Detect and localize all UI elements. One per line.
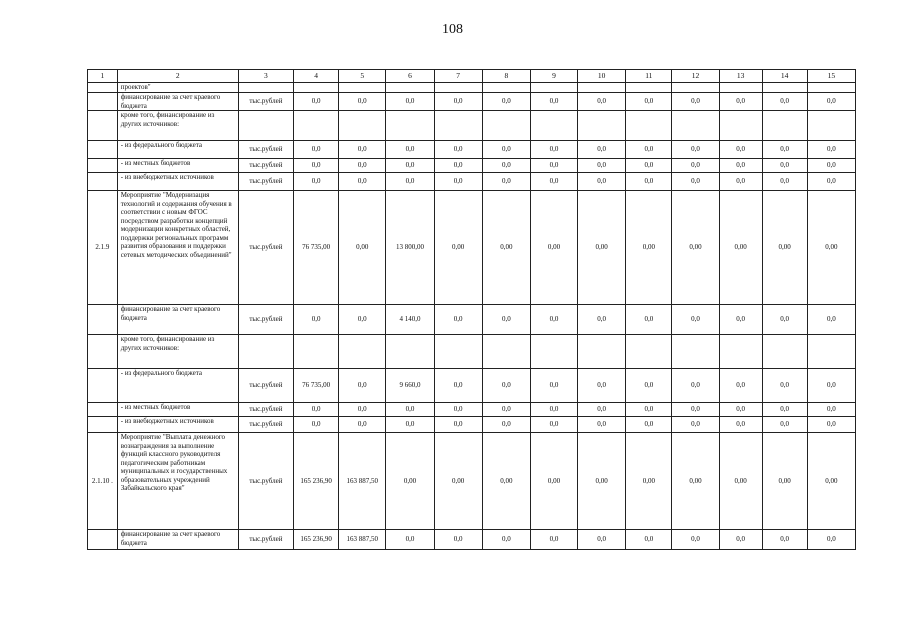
value-cell: 0,00 — [719, 433, 762, 530]
value-cell: 0,0 — [434, 159, 482, 173]
row-unit: тыс.рублей — [238, 159, 293, 173]
value-cell — [578, 335, 626, 369]
value-cell: 0,0 — [626, 93, 672, 111]
value-cell: 0,0 — [339, 417, 386, 433]
value-cell — [530, 83, 577, 93]
value-cell: 0,0 — [294, 403, 339, 417]
value-cell: 0,0 — [339, 173, 386, 191]
value-cell: 0,0 — [482, 159, 530, 173]
value-cell: 0,0 — [672, 530, 719, 550]
value-cell: 0,0 — [294, 141, 339, 159]
value-cell: 0,0 — [762, 369, 807, 403]
value-cell — [626, 111, 672, 141]
page-number: 108 — [442, 22, 463, 37]
header-cell: 7 — [434, 70, 482, 83]
row-number — [88, 141, 118, 159]
value-cell: 0,0 — [672, 305, 719, 335]
value-cell: 0,0 — [294, 305, 339, 335]
row-number — [88, 417, 118, 433]
value-cell: 0,0 — [807, 417, 855, 433]
value-cell: 0,0 — [530, 93, 577, 111]
value-cell: 0,0 — [762, 159, 807, 173]
value-cell: 0,0 — [807, 369, 855, 403]
value-cell: 0,0 — [339, 141, 386, 159]
value-cell: 0,0 — [719, 141, 762, 159]
value-cell: 0,0 — [339, 159, 386, 173]
value-cell: 0,00 — [530, 191, 577, 305]
value-cell: 0,0 — [719, 369, 762, 403]
value-cell: 0,00 — [672, 191, 719, 305]
row-number — [88, 369, 118, 403]
value-cell: 0,0 — [578, 159, 626, 173]
table-row — [88, 159, 856, 173]
value-cell — [339, 83, 386, 93]
value-cell: 0,0 — [434, 403, 482, 417]
value-cell: 0,00 — [626, 191, 672, 305]
value-cell: 0,0 — [386, 141, 434, 159]
value-cell: 0,00 — [626, 433, 672, 530]
row-unit: тыс.рублей — [238, 417, 293, 433]
value-cell: 0,0 — [530, 141, 577, 159]
value-cell: 13 800,00 — [386, 191, 434, 305]
value-cell — [719, 83, 762, 93]
value-cell: 0,0 — [294, 417, 339, 433]
value-cell: 0,0 — [530, 403, 577, 417]
value-cell: 0,00 — [719, 191, 762, 305]
value-cell: 0,0 — [482, 530, 530, 550]
value-cell — [762, 111, 807, 141]
value-cell: 0,0 — [578, 403, 626, 417]
value-cell — [482, 111, 530, 141]
value-cell: 0,0 — [386, 93, 434, 111]
value-cell: 0,0 — [807, 93, 855, 111]
value-cell: 0,0 — [578, 93, 626, 111]
value-cell: 0,00 — [530, 433, 577, 530]
value-cell: 0,0 — [626, 530, 672, 550]
value-cell: 0,0 — [719, 417, 762, 433]
row-number — [88, 335, 118, 369]
row-name: - из федерального бюджета — [117, 141, 238, 159]
header-cell: 13 — [719, 70, 762, 83]
value-cell — [807, 335, 855, 369]
value-cell: 0,0 — [386, 159, 434, 173]
value-cell: 0,0 — [578, 173, 626, 191]
value-cell: 0,0 — [626, 369, 672, 403]
row-name: - из внебюджетных источников — [117, 173, 238, 191]
value-cell: 0,0 — [482, 369, 530, 403]
value-cell: 0,0 — [434, 173, 482, 191]
table-row — [88, 111, 856, 141]
value-cell — [578, 111, 626, 141]
value-cell: 0,00 — [578, 433, 626, 530]
value-cell: 0,0 — [762, 305, 807, 335]
value-cell: 0,0 — [719, 173, 762, 191]
value-cell: 0,0 — [482, 93, 530, 111]
value-cell: 4 140,0 — [386, 305, 434, 335]
value-cell: 165 236,90 — [294, 433, 339, 530]
value-cell: 0,0 — [578, 530, 626, 550]
value-cell — [672, 111, 719, 141]
value-cell — [719, 111, 762, 141]
value-cell: 163 887,50 — [339, 433, 386, 530]
header-cell: 2 — [117, 70, 238, 83]
header-cell: 14 — [762, 70, 807, 83]
value-cell — [672, 83, 719, 93]
value-cell: 0,0 — [339, 369, 386, 403]
budget-table — [87, 69, 856, 550]
value-cell — [294, 335, 339, 369]
header-cell: 11 — [626, 70, 672, 83]
row-number — [88, 173, 118, 191]
value-cell — [339, 335, 386, 369]
header-row — [88, 70, 856, 83]
value-cell: 0,00 — [434, 433, 482, 530]
value-cell: 0,0 — [578, 141, 626, 159]
row-name: кроме того, финансирование из других источников: — [117, 111, 238, 141]
value-cell: 0,0 — [530, 173, 577, 191]
value-cell — [386, 335, 434, 369]
value-cell: 0,0 — [339, 403, 386, 417]
value-cell: 0,0 — [482, 141, 530, 159]
value-cell — [626, 335, 672, 369]
value-cell: 0,0 — [482, 417, 530, 433]
header-cell: 1 — [88, 70, 118, 83]
row-unit — [238, 83, 293, 93]
row-number — [88, 111, 118, 141]
value-cell: 0,0 — [719, 403, 762, 417]
value-cell: 0,00 — [807, 433, 855, 530]
row-unit — [238, 111, 293, 141]
value-cell: 0,0 — [386, 417, 434, 433]
table-row — [88, 305, 856, 335]
value-cell: 0,0 — [294, 159, 339, 173]
value-cell: 0,0 — [578, 369, 626, 403]
value-cell — [578, 83, 626, 93]
table-row — [88, 141, 856, 159]
table-row — [88, 369, 856, 403]
value-cell: 0,0 — [672, 173, 719, 191]
value-cell: 0,0 — [530, 305, 577, 335]
table-row — [88, 433, 856, 530]
value-cell: 0,0 — [434, 305, 482, 335]
table-row — [88, 83, 856, 93]
value-cell: 0,0 — [672, 93, 719, 111]
table-row — [88, 93, 856, 111]
value-cell: 0,00 — [807, 191, 855, 305]
row-name: финансирование за счет краевого бюджета — [117, 93, 238, 111]
header-cell: 8 — [482, 70, 530, 83]
value-cell: 0,0 — [482, 403, 530, 417]
value-cell — [386, 83, 434, 93]
value-cell: 0,0 — [672, 417, 719, 433]
value-cell — [434, 83, 482, 93]
value-cell: 76 735,00 — [294, 369, 339, 403]
row-number — [88, 159, 118, 173]
value-cell: 0,0 — [672, 141, 719, 159]
value-cell: 0,0 — [672, 403, 719, 417]
row-number — [88, 530, 118, 550]
value-cell: 0,00 — [578, 191, 626, 305]
row-unit: тыс.рублей — [238, 191, 293, 305]
value-cell: 0,0 — [626, 417, 672, 433]
value-cell: 0,00 — [672, 433, 719, 530]
value-cell: 0,0 — [339, 305, 386, 335]
value-cell: 0,0 — [578, 305, 626, 335]
value-cell — [294, 111, 339, 141]
value-cell: 0,0 — [434, 530, 482, 550]
row-number: 2.1.10 . — [88, 433, 118, 530]
header-cell: 12 — [672, 70, 719, 83]
table-row — [88, 417, 856, 433]
value-cell: 0,0 — [339, 93, 386, 111]
value-cell: 0,0 — [762, 403, 807, 417]
value-cell: 0,0 — [530, 417, 577, 433]
value-cell: 0,0 — [386, 530, 434, 550]
value-cell: 0,0 — [672, 159, 719, 173]
value-cell: 0,0 — [762, 173, 807, 191]
row-name: - из федерального бюджета — [117, 369, 238, 403]
value-cell — [482, 83, 530, 93]
value-cell: 0,0 — [294, 93, 339, 111]
row-name: проектов" — [117, 83, 238, 93]
row-number — [88, 403, 118, 417]
header-cell: 15 — [807, 70, 855, 83]
row-unit: тыс.рублей — [238, 305, 293, 335]
value-cell: 0,0 — [719, 530, 762, 550]
row-unit: тыс.рублей — [238, 93, 293, 111]
table-row — [88, 335, 856, 369]
value-cell: 0,00 — [482, 191, 530, 305]
value-cell: 0,00 — [339, 191, 386, 305]
row-name: финансирование за счет краевого бюджета — [117, 530, 238, 550]
value-cell — [762, 83, 807, 93]
value-cell — [807, 111, 855, 141]
value-cell: 0,0 — [434, 369, 482, 403]
value-cell — [339, 111, 386, 141]
table-row — [88, 530, 856, 550]
value-cell: 0,0 — [719, 159, 762, 173]
value-cell — [434, 111, 482, 141]
value-cell: 0,0 — [807, 305, 855, 335]
value-cell: 0,00 — [762, 191, 807, 305]
value-cell: 0,0 — [762, 417, 807, 433]
value-cell: 9 660,0 — [386, 369, 434, 403]
value-cell: 0,0 — [719, 93, 762, 111]
value-cell: 0,0 — [578, 417, 626, 433]
row-unit: тыс.рублей — [238, 530, 293, 550]
header-cell: 9 — [530, 70, 577, 83]
value-cell: 0,0 — [807, 159, 855, 173]
table-row — [88, 191, 856, 305]
value-cell — [294, 83, 339, 93]
value-cell: 0,00 — [762, 433, 807, 530]
value-cell: 0,0 — [482, 173, 530, 191]
table-row — [88, 403, 856, 417]
row-unit: тыс.рублей — [238, 173, 293, 191]
value-cell: 0,0 — [626, 305, 672, 335]
value-cell: 0,0 — [807, 530, 855, 550]
value-cell: 0,0 — [807, 173, 855, 191]
value-cell: 0,0 — [626, 141, 672, 159]
table-row — [88, 173, 856, 191]
value-cell: 0,0 — [530, 530, 577, 550]
value-cell: 76 735,00 — [294, 191, 339, 305]
header-cell: 4 — [294, 70, 339, 83]
value-cell: 0,0 — [719, 305, 762, 335]
value-cell: 0,0 — [807, 141, 855, 159]
row-name: - из местных бюджетов — [117, 403, 238, 417]
header-cell: 10 — [578, 70, 626, 83]
header-cell: 6 — [386, 70, 434, 83]
row-unit: тыс.рублей — [238, 141, 293, 159]
row-number — [88, 93, 118, 111]
value-cell: 0,0 — [294, 173, 339, 191]
row-name: кроме того, финансирование из других источников: — [117, 335, 238, 369]
value-cell — [807, 83, 855, 93]
value-cell: 0,00 — [386, 433, 434, 530]
value-cell: 0,0 — [386, 173, 434, 191]
row-number: 2.1.9 — [88, 191, 118, 305]
row-name: - из внебюджетных источников — [117, 417, 238, 433]
value-cell — [530, 111, 577, 141]
value-cell — [434, 335, 482, 369]
row-unit: тыс.рублей — [238, 369, 293, 403]
value-cell — [530, 335, 577, 369]
value-cell: 0,0 — [762, 93, 807, 111]
row-unit: тыс.рублей — [238, 403, 293, 417]
row-number — [88, 83, 118, 93]
row-name: Мероприятие "Выплата денежного вознаграждения за выполнение функций классного руководителя педагогическим работникам муниципальных и государственных образовательных учреждений Забайкальского края" — [117, 433, 238, 530]
value-cell — [672, 335, 719, 369]
value-cell: 0,0 — [807, 403, 855, 417]
row-number — [88, 305, 118, 335]
value-cell: 0,0 — [626, 159, 672, 173]
header-cell: 5 — [339, 70, 386, 83]
value-cell — [719, 335, 762, 369]
row-name: финансирование за счет краевого бюджета — [117, 305, 238, 335]
value-cell: 0,0 — [762, 141, 807, 159]
value-cell: 0,0 — [434, 93, 482, 111]
row-name: - из местных бюджетов — [117, 159, 238, 173]
value-cell: 0,0 — [626, 173, 672, 191]
value-cell: 0,0 — [672, 369, 719, 403]
row-name: Мероприятие "Модернизация технологий и содержания обучения в соответствии с новым ФГОС посредством разработки концепций модернизации конкретных областей, поддержки региональных программ развития образования и поддержки сетевых методических объединений" — [117, 191, 238, 305]
header-cell: 3 — [238, 70, 293, 83]
value-cell — [762, 335, 807, 369]
value-cell: 0,0 — [762, 530, 807, 550]
value-cell — [482, 335, 530, 369]
value-cell: 0,0 — [530, 159, 577, 173]
value-cell — [626, 83, 672, 93]
value-cell: 0,0 — [530, 369, 577, 403]
value-cell: 165 236,90 — [294, 530, 339, 550]
value-cell: 0,0 — [434, 141, 482, 159]
value-cell: 0,0 — [482, 305, 530, 335]
table-body — [88, 70, 856, 550]
value-cell: 0,0 — [434, 417, 482, 433]
value-cell: 163 887,50 — [339, 530, 386, 550]
value-cell: 0,00 — [482, 433, 530, 530]
value-cell: 0,0 — [386, 403, 434, 417]
value-cell: 0,0 — [626, 403, 672, 417]
value-cell: 0,00 — [434, 191, 482, 305]
row-unit: тыс.рублей — [238, 433, 293, 530]
value-cell — [386, 111, 434, 141]
row-unit — [238, 335, 293, 369]
